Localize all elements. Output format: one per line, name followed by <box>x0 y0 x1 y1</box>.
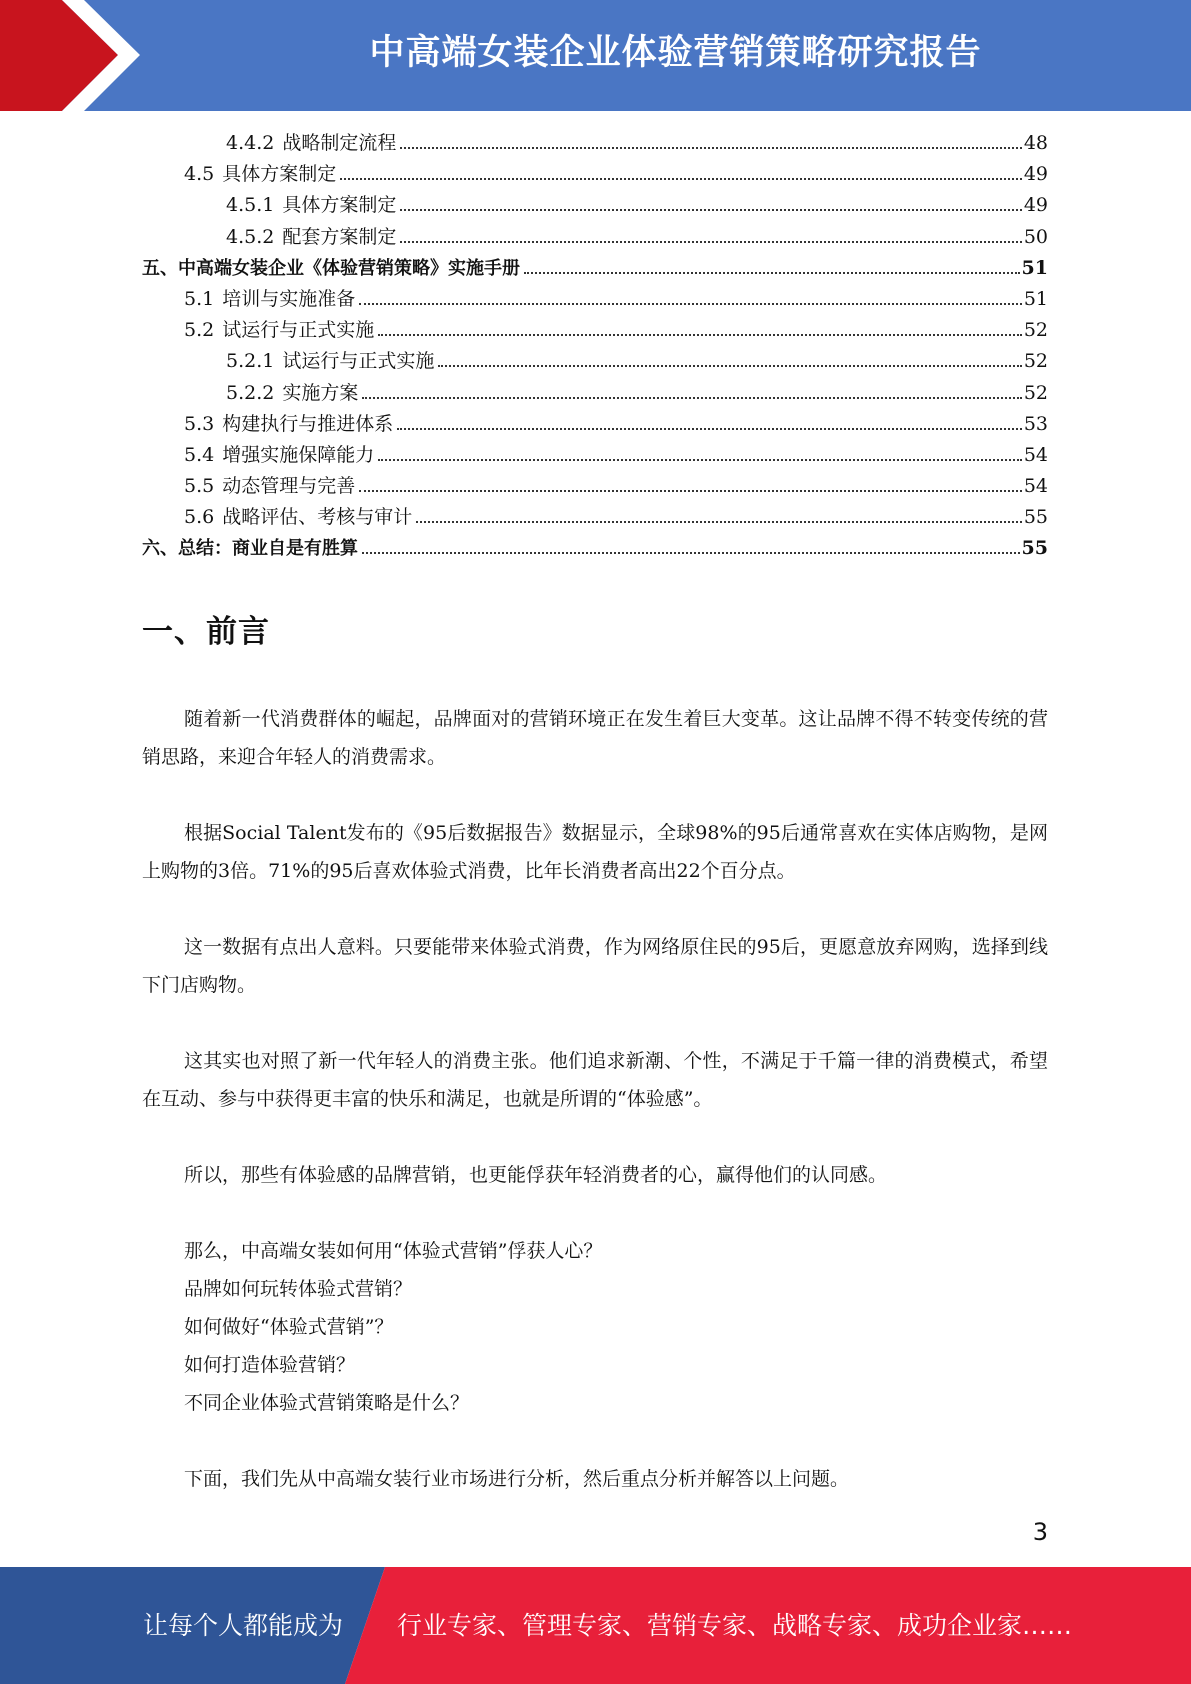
toc-page-number: 55 <box>1021 537 1048 560</box>
question-list <box>142 1232 1048 1422</box>
toc-page-number: 52 <box>1023 381 1048 404</box>
toc-entry-number: 4.4.2 <box>226 132 275 154</box>
toc-entry-label <box>142 253 522 284</box>
toc-entry-label <box>184 471 357 502</box>
toc-entry-number: 5.2.2 <box>226 381 275 404</box>
toc-entry[interactable] <box>142 440 1048 471</box>
toc-entry-number: 4.5.2 <box>226 225 275 248</box>
toc-entry-text: 增强实施保障能力 <box>222 443 375 466</box>
section-heading: 一、前言 <box>142 614 270 650</box>
page-number: 3 <box>1032 1518 1048 1546</box>
toc-page-number: 55 <box>1023 506 1048 529</box>
paragraph: 下面，我们先从中高端女装行业市场进行分析，然后重点分析并解答以上问题。 <box>184 1468 850 1490</box>
toc-entry[interactable] <box>142 315 1048 346</box>
toc-entry-number: 5.4 <box>184 443 215 466</box>
toc-page-number: 53 <box>1023 412 1048 435</box>
toc-entry[interactable] <box>142 284 1048 315</box>
toc-entry-text: 配套方案制定 <box>282 225 397 248</box>
toc-page-number: 50 <box>1023 225 1048 248</box>
toc-entry-text: 六、总结：商业自是有胜算 <box>142 538 358 560</box>
page-header <box>0 0 1191 111</box>
toc-entry[interactable] <box>142 409 1048 440</box>
toc-leader-dots <box>378 459 1022 461</box>
table-of-contents <box>142 128 1048 565</box>
toc-entry-number: 4.5 <box>184 163 215 186</box>
toc-leader-dots <box>400 209 1021 211</box>
toc-entry-number: 5.3 <box>184 412 215 435</box>
toc-entry-label <box>226 378 360 409</box>
toc-entry-label <box>226 222 398 253</box>
body-text <box>142 700 1048 1536</box>
toc-entry[interactable] <box>142 502 1048 533</box>
toc-entry-text: 实施方案 <box>282 381 359 404</box>
toc-page-number: 49 <box>1023 163 1048 186</box>
document-title: 中高端女装企业体验营销策略研究报告 <box>369 33 982 73</box>
toc-entry-number: 5.2.1 <box>226 350 275 373</box>
toc-entry-label <box>142 533 360 564</box>
toc-entry[interactable] <box>142 471 1048 502</box>
footer-slogan-right: 行业专家、管理专家、营销专家、战略专家、成功企业家…… <box>397 1611 1073 1640</box>
toc-leader-dots <box>416 521 1022 523</box>
toc-entry[interactable] <box>142 346 1048 377</box>
toc-entry-text: 五、中高端女装企业《体验营销策略》实施手册 <box>142 257 520 279</box>
toc-page-number: 54 <box>1023 475 1048 498</box>
footer-slogan-left: 让每个人都能成为 <box>143 1611 344 1640</box>
paragraph: 所以，那些有体验感的品牌营销，也更能俘获年轻消费者的心，赢得他们的认同感。 <box>184 1164 888 1186</box>
toc-entry-number: 5.2 <box>184 319 215 342</box>
question-line: 那么，中高端女装如何用“体验式营销”俘获人心？ <box>184 1240 603 1262</box>
toc-page-number: 49 <box>1023 194 1048 217</box>
toc-leader-dots <box>359 490 1022 492</box>
toc-page-number: 51 <box>1023 287 1048 310</box>
toc-entry-text: 试运行与正式实施 <box>222 319 375 342</box>
toc-entry[interactable] <box>142 159 1048 190</box>
toc-entry-text: 具体方案制定 <box>222 163 337 186</box>
toc-entry-label <box>184 284 357 315</box>
toc-entry-label <box>184 502 414 533</box>
toc-entry[interactable] <box>142 378 1048 409</box>
paragraph: 随着新一代消费群体的崛起，品牌面对的营销环境正在发生着巨大变革。这让品牌不得不转变传统的营销思路，来迎合年轻人的消费需求。 <box>142 708 1048 768</box>
question-line: 如何打造体验营销？ <box>184 1354 356 1376</box>
toc-entry-label <box>226 190 398 221</box>
toc-leader-dots <box>359 303 1022 305</box>
toc-entry-text: 战略制定流程 <box>282 132 397 154</box>
toc-entry[interactable] <box>142 128 1048 159</box>
toc-entry[interactable] <box>142 533 1048 564</box>
toc-entry-text: 动态管理与完善 <box>222 475 356 498</box>
paragraph: 根据Social Talent发布的《95后数据报告》数据显示，全球98%的95后通常喜欢在实体店购物，是网上购物的3倍。71%的95后喜欢体验式消费，比年长消费者高出22个百分点。 <box>142 822 1048 882</box>
question-line: 如何做好“体验式营销”？ <box>184 1316 394 1338</box>
toc-entry-label <box>184 440 376 471</box>
toc-leader-dots <box>400 147 1021 149</box>
question-line: 不同企业体验式营销策略是什么？ <box>184 1392 470 1414</box>
toc-entry-text: 具体方案制定 <box>282 194 397 217</box>
toc-leader-dots <box>362 552 1020 554</box>
page-footer <box>0 1567 1191 1684</box>
toc-leader-dots <box>397 428 1022 430</box>
toc-entry[interactable] <box>142 222 1048 253</box>
toc-entry-label <box>184 315 376 346</box>
toc-entry[interactable] <box>142 190 1048 221</box>
toc-entry-number: 5.6 <box>184 506 215 529</box>
toc-page-number: 52 <box>1023 350 1048 373</box>
paragraph: 这一数据有点出人意料。只要能带来体验式消费，作为网络原住民的95后，更愿意放弃网购，选择到线下门店购物。 <box>142 936 1048 996</box>
toc-entry[interactable] <box>142 253 1048 284</box>
toc-entry-text: 培训与实施准备 <box>222 287 356 310</box>
toc-page-number: 54 <box>1023 443 1048 466</box>
toc-entry-text: 构建执行与推进体系 <box>222 412 394 435</box>
toc-leader-dots <box>524 272 1020 274</box>
toc-page-number: 51 <box>1021 256 1048 279</box>
paragraph: 这其实也对照了新一代年轻人的消费主张。他们追求新潮、个性，不满足于千篇一律的消费模式，希望在互动、参与中获得更丰富的快乐和满足，也就是所谓的“体验感”。 <box>142 1050 1048 1110</box>
toc-leader-dots <box>340 178 1022 180</box>
toc-page-number: 48 <box>1023 132 1048 154</box>
toc-leader-dots <box>400 241 1021 243</box>
toc-entry-label <box>226 128 398 159</box>
question-line: 品牌如何玩转体验式营销？ <box>184 1278 413 1300</box>
toc-leader-dots <box>438 365 1021 367</box>
toc-entry-label <box>184 159 338 190</box>
toc-entry-label <box>184 409 395 440</box>
toc-leader-dots <box>362 397 1021 399</box>
chevron-arrow-icon <box>0 0 160 111</box>
toc-entry-number: 5.1 <box>184 287 215 310</box>
toc-page-number: 52 <box>1023 319 1048 342</box>
toc-entry-number: 5.5 <box>184 475 215 498</box>
toc-leader-dots <box>378 334 1022 336</box>
toc-entry-number: 4.5.1 <box>226 194 275 217</box>
toc-entry-text: 试运行与正式实施 <box>282 350 435 373</box>
toc-entry-label <box>226 346 436 377</box>
toc-entry-text: 战略评估、考核与审计 <box>222 506 413 529</box>
